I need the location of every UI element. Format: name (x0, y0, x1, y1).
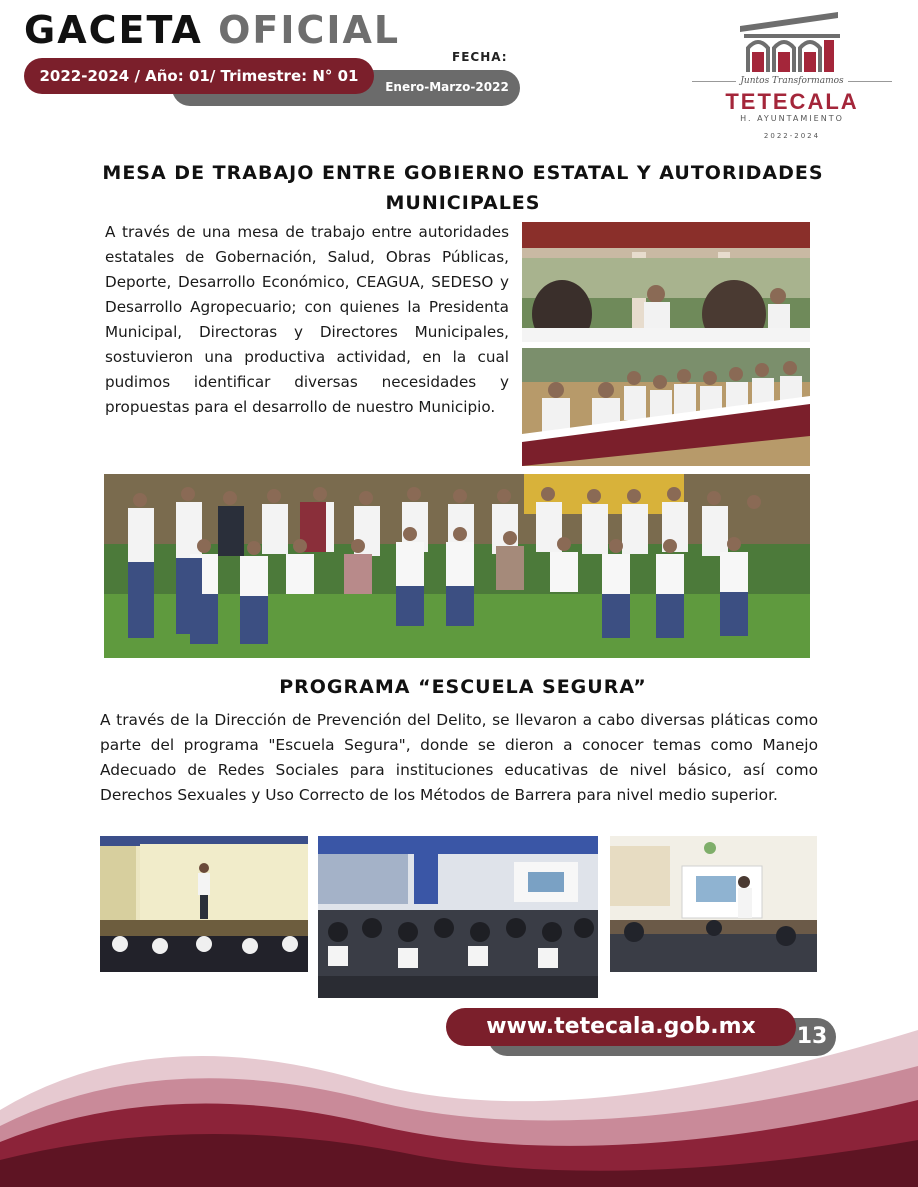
issue-badge: 2022-2024 / Año: 01/ Trimestre: N° 01 (24, 58, 374, 94)
section-body-mesa-de-trabajo: A través de una mesa de trabajo entre autoridades estatales de Gobernación, Salud, Obras Públicas, Deporte, Desarrollo Económico, CEAGUA, SEDESO y Desarrollo Agropecuario; con quienes la Presidenta Municipal, Directoras y Directores Municipales, sostuvieron una productiva actividad, en la cual pudimos identificar diversas necesidades y propuestas para el desarrollo de nuestro Municipio. (105, 223, 509, 416)
section-heading-mesa-de-trabajo: MESA DE TRABAJO ENTRE GOBIERNO ESTATAL Y AUTORIDADES MUNICIPALES (102, 162, 824, 214)
date-range: Enero-Marzo-2022 (385, 80, 509, 94)
school-talk-photo-1 (100, 836, 308, 972)
group-photo (104, 474, 810, 658)
section-body-escuela-segura: A través de la Dirección de Prevención del Delito, se llevaron a cabo diversas pláticas como parte del programa "Escuela Segura", donde se dieron a conocer temas como Manejo Adecuado de Redes Sociales para instituciones educativas de nivel básico, así como Derechos Sexuales y Uso Correcto de los Métodos de Barrera para nivel medio superior. (100, 711, 818, 804)
title-part-2: OFICIAL (218, 8, 401, 52)
logo-term: 2022-2024 (763, 132, 821, 140)
school-talk-photo-3 (610, 836, 817, 972)
section-heading-escuela-segura: PROGRAMA “ESCUELA SEGURA” (279, 676, 647, 698)
gazette-title (24, 8, 400, 52)
website-url[interactable]: www.tetecala.gob.mx (446, 1008, 796, 1046)
arches-emblem-icon (688, 8, 896, 78)
page-number: 13 (796, 1024, 828, 1049)
meeting-photo-1 (522, 222, 810, 342)
logo-slogan: Juntos Transformamos (740, 76, 844, 86)
title-part-1: GACETA (24, 8, 203, 52)
date-label: FECHA: (452, 50, 508, 64)
logo-subtitle: H. AYUNTAMIENTO (740, 114, 844, 123)
tetecala-logo (688, 8, 896, 144)
school-talk-photo-2 (318, 836, 598, 998)
logo-name: TETECALA (725, 89, 859, 114)
meeting-photo-2 (522, 348, 810, 466)
